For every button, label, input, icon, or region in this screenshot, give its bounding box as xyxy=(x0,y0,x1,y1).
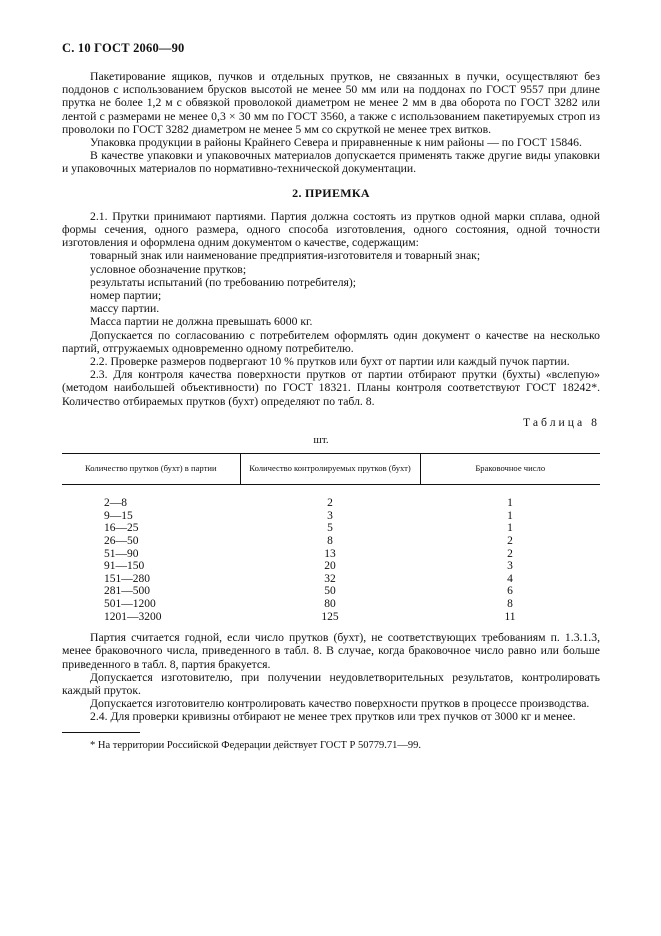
table-caption: Таблица 8 xyxy=(523,415,600,429)
paragraph: Допускается изготовителю контролировать качество поверхности прутков в процессе производства. xyxy=(90,697,590,711)
table-cell: 11 xyxy=(504,610,516,623)
paragraph: Партия считается годной, если число прутков (бухт), не соответствующих требованиям п. 1.3.1.3, менее браковочного числа, приведенного в табл. 8. В случае, когда браковочное число равно или больше приведенного в табл. 8, партия бракуется. xyxy=(62,631,600,671)
table-row xyxy=(62,560,600,573)
table-row xyxy=(62,535,600,548)
table-8 xyxy=(62,453,600,623)
table-cell: 151—280 xyxy=(104,572,150,585)
paragraph: Упаковка продукции в районы Крайнего Севера и приравненные к ним районы — по ГОСТ 15846. xyxy=(90,136,582,150)
paragraph: В качестве упаковки и упаковочных материалов допускается применять также другие виды упаковки и упаковочных материалов по нормативно-технической документации. xyxy=(62,149,600,176)
table-cell: 16—25 xyxy=(104,522,139,535)
table-cell: 125 xyxy=(321,610,339,623)
table-cell: 5 xyxy=(327,522,333,535)
paragraph-2-1: 2.1. Прутки принимают партиями. Партия должна состоять из прутков одной марки сплава, одной формы сечения, одного размера, одного способа изготовления, одного состояния, одной точности изготовления и оформлена одним документом о качестве, содержащим: xyxy=(62,209,600,250)
paragraph-2-2: 2.2. Проверке размеров подвергают 10 % прутков или бухт от партии или каждый пучок партии. xyxy=(90,355,570,369)
table-cell: 281—500 xyxy=(104,585,150,598)
table-cell: 50 xyxy=(324,585,336,598)
table-row xyxy=(62,585,600,598)
table-cell: 2—8 xyxy=(104,497,127,510)
table-cell: 1 xyxy=(507,497,513,510)
table-row xyxy=(62,611,600,624)
table-cell: 3 xyxy=(507,560,513,573)
table-cell: 6 xyxy=(507,585,513,598)
table-row xyxy=(62,598,600,611)
table-row xyxy=(62,522,600,535)
list-item: массу партии. xyxy=(90,302,160,316)
table-cell: 2 xyxy=(507,547,513,560)
paragraph-allow: Допускается по согласованию с потребителем оформлять один документ о качестве на несколько партий, отгружаемых одновременно одному потребителю. xyxy=(62,328,600,355)
table-cell: 26—50 xyxy=(104,535,139,548)
list-item: номер партии; xyxy=(90,289,162,303)
table-cell: 501—1200 xyxy=(104,598,156,611)
table-cell: 1 xyxy=(507,509,513,522)
table-unit: шт. xyxy=(313,434,329,447)
list-item: товарный знак или наименование предприятия-изготовителя и товарный знак; xyxy=(90,249,481,263)
table-cell: 2 xyxy=(507,535,513,548)
list-item: результаты испытаний (по требованию потребителя); xyxy=(90,275,357,289)
table-header-row xyxy=(62,454,600,485)
list-item: условное обозначение прутков; xyxy=(90,262,247,276)
column-header: Браковочное число xyxy=(420,454,600,485)
table-cell: 9—15 xyxy=(104,509,133,522)
table-cell: 4 xyxy=(507,572,513,585)
section-heading: 2. ПРИЕМКА xyxy=(292,185,370,200)
document-body xyxy=(62,70,600,752)
table-cell: 51—90 xyxy=(104,547,139,560)
paragraph: Пакетирование ящиков, пучков и отдельных прутков, не связанных в пучки, осуществляют без поддонов с использованием брусков высотой не менее 50 мм или на поддонах по ГОСТ 9557 при длине прутка не более 1,2 м с обвязкой проволокой диаметром не менее 2 мм в два оборота по ГОСТ 3282 или лентой с размерами не менее 0,3 × 30 мм по ГОСТ 3560, а также с использованием пакетируемых строп из проволоки по ГОСТ 3282 диаметром не менее 5 мм со скруткой не менее трех витков. xyxy=(62,70,600,136)
paragraph-2-3: 2.3. Для контроля качества поверхности прутков от партии отбирают прутки (бухты) «вслепую» (методом наибольшей объективности) по ГОСТ 18321. Планы контроля соответствуют ГОСТ 18242*. Количество отбираемых прутков (бухт) определяют по табл. 8. xyxy=(62,368,600,408)
table-cell: 91—150 xyxy=(104,560,145,573)
table-cell: 13 xyxy=(324,547,336,560)
table-row xyxy=(62,573,600,586)
table-cell: 1 xyxy=(507,522,513,535)
paragraph: Допускается изготовителю, при получении неудовлетворительных результатов, контролировать каждый пруток. xyxy=(62,670,600,698)
table-cell: 2 xyxy=(327,497,333,510)
paragraph-2-4: 2.4. Для проверки кривизны отбирают не менее трех прутков или трех пучков от 3000 кг и менее. xyxy=(90,710,576,724)
table-cell: 8 xyxy=(507,598,513,611)
table-cell: 32 xyxy=(324,572,336,585)
footnote: * На территории Российской Федерации действует ГОСТ Р 50779.71—99. xyxy=(90,739,421,751)
table-row xyxy=(62,510,600,523)
table-cell: 80 xyxy=(324,598,336,611)
paragraph-mass: Масса партии не должна превышать 6000 кг. xyxy=(90,315,313,329)
table-cell: 1201—3200 xyxy=(104,610,162,623)
table-cell: 3 xyxy=(327,509,333,522)
footnote-divider xyxy=(62,732,140,733)
table-cell: 8 xyxy=(327,535,333,548)
column-header: Количество прутков (бухт) в партии xyxy=(62,454,240,485)
page-header: С. 10 ГОСТ 2060—90 xyxy=(62,41,185,55)
table-row xyxy=(62,548,600,561)
table-cell: 20 xyxy=(324,560,336,573)
table-row xyxy=(62,485,600,510)
column-header: Количество контролируемых прутков (бухт) xyxy=(240,454,420,485)
